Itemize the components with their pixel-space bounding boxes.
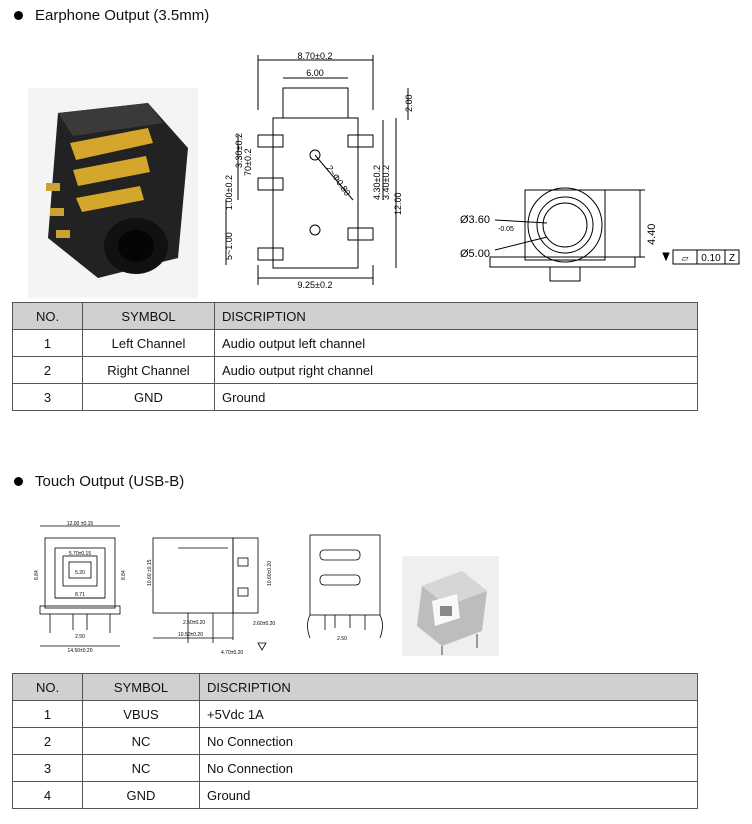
- usb-dim-7: 2.50: [75, 634, 85, 640]
- header-symbol: SYMBOL: [83, 674, 200, 701]
- usb-dim-3: 8.84: [34, 570, 40, 580]
- dim-right-3: 12.00: [393, 192, 403, 215]
- usb-rear-drawing: [300, 530, 390, 645]
- cell-description: No Connection: [200, 728, 698, 755]
- dim-top-outer: 8.70±0.2: [297, 51, 333, 61]
- cell-symbol: NC: [83, 755, 200, 782]
- table-row: [13, 384, 698, 411]
- cell-symbol: NC: [83, 728, 200, 755]
- tol-datum: Z: [728, 253, 736, 264]
- earphone-jack-photo: [28, 88, 198, 298]
- header-symbol: SYMBOL: [83, 303, 215, 330]
- dim-right-2: 3.40±0.2: [381, 165, 391, 200]
- cell-no: 1: [13, 701, 83, 728]
- cell-symbol: VBUS: [83, 701, 200, 728]
- earphone-section-heading: [14, 7, 209, 24]
- cell-description: No Connection: [200, 755, 698, 782]
- header-no: NO.: [13, 303, 83, 330]
- cell-no: 3: [13, 384, 83, 411]
- cell-symbol: GND: [83, 782, 200, 809]
- flatness-icon: ▱: [681, 253, 689, 263]
- cell-symbol: GND: [83, 384, 215, 411]
- dim-left-3: 1.00±0.2: [224, 175, 234, 210]
- usb-dim-5: 8.71: [75, 592, 85, 598]
- dia-small: Ø3.60: [460, 214, 490, 226]
- cell-symbol: Left Channel: [83, 330, 215, 357]
- table-row: [13, 728, 698, 755]
- usb-section-heading: [14, 473, 184, 490]
- dim-left-4: 5~1.00: [224, 232, 234, 260]
- earphone-front-drawing: [455, 165, 745, 285]
- cell-description: Ground: [200, 782, 698, 809]
- cell-description: Ground: [215, 384, 698, 411]
- cell-description: Audio output left channel: [215, 330, 698, 357]
- table-row: [13, 357, 698, 384]
- usb-dim-14: 4.70±0.20: [221, 650, 244, 656]
- usb-dim-10: 10.60±0.20: [267, 561, 273, 586]
- tol-value: 0.10: [701, 253, 721, 264]
- usb-dim-13: 10.50±0.20: [178, 632, 203, 638]
- usb-dim-11: 2.50±0.20: [183, 620, 206, 626]
- dim-bottom: 9.25±0.2: [297, 280, 333, 290]
- dia-tol: -0.05: [498, 226, 514, 233]
- usb-dim-9: 10.60 ±0.15: [147, 559, 153, 586]
- dim-left-1: 3.30±0.2: [234, 133, 244, 168]
- dim-top-inner: 6.00: [306, 68, 324, 78]
- header-description: DISCRIPTION: [200, 674, 698, 701]
- table-row: [13, 755, 698, 782]
- usb-dim-4: 8.84: [121, 570, 127, 580]
- cell-description: Audio output right channel: [215, 357, 698, 384]
- table-row: [13, 330, 698, 357]
- earphone-side-drawing: [218, 50, 418, 290]
- usb-dim-8: 14.50±0.20: [67, 648, 93, 653]
- dim-right-top: 2.00: [404, 94, 414, 112]
- usb-dim-6: 5.20: [75, 570, 85, 576]
- usb-side-drawing: [143, 528, 283, 656]
- cell-no: 4: [13, 782, 83, 809]
- usb-heading-text: Touch Output (USB-B): [35, 473, 185, 490]
- dia-large: Ø5.00: [460, 248, 490, 260]
- cell-symbol: Right Channel: [83, 357, 215, 384]
- usb-dim-1: 12.00 ±0.15: [66, 521, 94, 527]
- bullet-icon: [14, 11, 23, 20]
- usb-dim-15: 2.50: [337, 636, 347, 642]
- header-no: NO.: [13, 674, 83, 701]
- usb-front-drawing: [25, 518, 135, 653]
- bullet-icon: [14, 477, 23, 486]
- dim-left-2: 70±0.2: [243, 148, 253, 176]
- usb-dim-12: 2.60±0.20: [253, 621, 276, 627]
- table-row: [13, 782, 698, 809]
- cell-no: 2: [13, 728, 83, 755]
- height-dim: 4.40: [646, 223, 658, 245]
- table-row: [13, 701, 698, 728]
- dim-diag: 2~Φ0.80: [324, 163, 353, 198]
- cell-no: 2: [13, 357, 83, 384]
- earphone-pin-table: [12, 302, 698, 411]
- table-header-row: [13, 674, 698, 701]
- dim-right-1: 4.30±0.2: [372, 165, 382, 200]
- cell-description: +5Vdc 1A: [200, 701, 698, 728]
- usb-dim-2: 5.70±0.15: [68, 551, 92, 557]
- header-description: DISCRIPTION: [215, 303, 698, 330]
- cell-no: 1: [13, 330, 83, 357]
- usb-pin-table: [12, 673, 698, 809]
- table-header-row: [13, 303, 698, 330]
- usb-b-connector-photo: [402, 556, 499, 656]
- cell-no: 3: [13, 755, 83, 782]
- earphone-heading-text: Earphone Output (3.5mm): [35, 7, 210, 24]
